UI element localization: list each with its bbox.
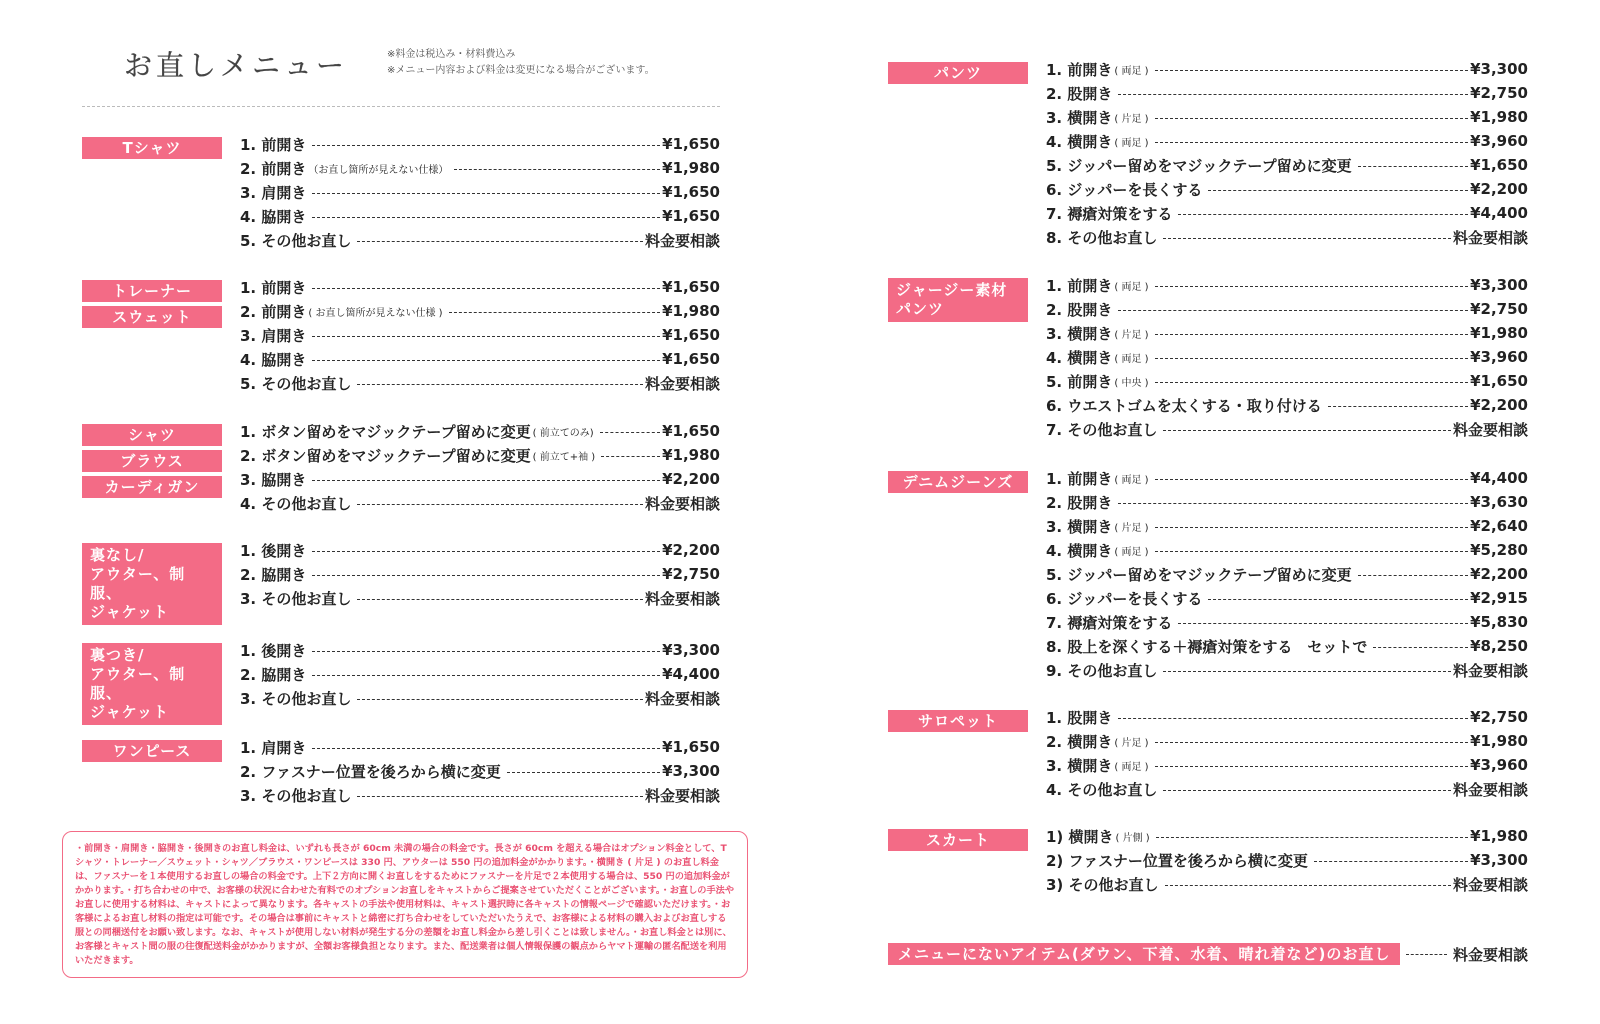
item-label: 2. 横開き — [1046, 732, 1113, 751]
item-label: 3) その他お直し — [1046, 875, 1159, 894]
price-row — [1046, 201, 1528, 225]
item-price: 料金要相談 — [1452, 228, 1528, 247]
item-price: ¥2,915 — [1470, 589, 1528, 607]
item-price: ¥2,200 — [662, 541, 720, 559]
leader-dots — [454, 169, 660, 170]
item-price: 料金要相談 — [1452, 780, 1528, 799]
leader-dots — [1373, 647, 1468, 648]
leader-dots — [1163, 238, 1451, 239]
price-row — [1046, 514, 1528, 538]
leader-dots — [1155, 551, 1469, 552]
leader-dots — [1178, 214, 1468, 215]
item-price: ¥1,650 — [662, 135, 720, 153]
item-price: ¥1,650 — [1470, 156, 1528, 174]
item-price: ¥1,980 — [1470, 732, 1528, 750]
item-label: 3. 肩開き — [240, 326, 307, 345]
item-price: ¥1,650 — [662, 350, 720, 368]
footnote-box: ・前開き・肩開き・脇開き・後開きのお直し料金は、いずれも長さが 60cm 未満の場合の料金です。長さが 60cm を超える場合はオプション料金として、Tシャツ・トレーナー／スウェット・シャツ／ブラウス・ワンピースは 330 円、アウターは 550 円の追加料金がかかります。・横開き ( 片足 ) のお直し料金は、ファスナーを１本使用するお直しの場合の料金です。上下２方向に開くお直しをするためにファスナーを片足で２本使用する場合は、550 円の追加料金がかかります。・打ち合わせの中で、お客様の状況に合わせた有料でのオプションお直しをキャストからご提案させていただくことがございます。・お直しの手法やお直しに使用する材料は、キャストによって異なります。各キャストの手法や使用材料は、キャスト選択時に各キャストの情報ページで確認いただけます。・お客様によるお直し材料の指定は可能です。その場合は事前にキャストと綿密に打ち合わせをしていただいたうえで、お客様による材料の購入およびお直しする服との同梱送付をお願い致します。なお、キャストが使用しない材料が発生する分の差額をお直し料金から差し引くことは致しません。・お直し料金とは別に、お客様とキャスト間の服の往復配送料金がかかりますが、全額お客様負担となります。また、配送業者は個人情報保護の観点からヤマト運輸の匿名配送を利用いただきます。 — [62, 831, 748, 978]
price-row — [240, 275, 720, 299]
other-items-tag: メニューにないアイテム(ダウン、下着、水着、晴れ着など)のお直し — [888, 943, 1400, 965]
item-label: 4. 横開き — [1046, 132, 1113, 151]
item-note: ( 片足 ) — [1114, 522, 1149, 534]
item-label: 1. 前開き — [240, 278, 307, 297]
category-tags — [82, 643, 222, 729]
page-title: お直しメニュー — [124, 49, 349, 82]
price-row — [1046, 225, 1528, 249]
price-row — [1046, 105, 1528, 129]
leader-dots — [601, 456, 660, 457]
category-tag: ワンピース — [82, 740, 222, 762]
item-label: 5. その他お直し — [240, 231, 352, 250]
item-label: 7. その他お直し — [1046, 420, 1158, 439]
price-row — [240, 662, 720, 686]
leader-dots — [312, 217, 660, 218]
item-label: 1. 前開き — [1046, 276, 1113, 295]
other-items-row — [888, 943, 1528, 965]
leader-dots — [1208, 190, 1468, 191]
price-row — [1046, 297, 1528, 321]
item-label: 6. ウエストゴムを太くする・取り付ける — [1046, 396, 1322, 415]
price-row — [1046, 658, 1528, 682]
price-row — [1046, 610, 1528, 634]
item-price: ¥2,750 — [1470, 84, 1528, 102]
item-price: ¥2,750 — [662, 565, 720, 583]
leader-dots — [1163, 671, 1451, 672]
item-note: ( 中央 ) — [1114, 377, 1149, 389]
item-label: 3. 横開き — [1046, 756, 1113, 775]
leader-dots — [1358, 575, 1468, 576]
item-note: ( 片側 ) — [1115, 832, 1150, 844]
category-tags — [82, 543, 222, 629]
item-note: ( 両足 ) — [1114, 546, 1149, 558]
item-price: ¥1,650 — [1470, 372, 1528, 390]
price-row — [240, 180, 720, 204]
item-label: 8. その他お直し — [1046, 228, 1158, 247]
item-price: ¥2,640 — [1470, 517, 1528, 535]
price-list — [1046, 705, 1528, 801]
price-list — [240, 132, 720, 252]
price-row — [240, 371, 720, 395]
leader-dots — [1118, 503, 1468, 504]
item-label: 3. 横開き — [1046, 517, 1113, 536]
item-price: ¥3,960 — [1470, 348, 1528, 366]
item-label: 1. 肩開き — [240, 738, 307, 757]
note-change: ※メニュー内容および料金は変更になる場合がございます。 — [387, 65, 655, 76]
price-row — [240, 156, 720, 180]
category-tag: トレーナー — [82, 280, 222, 302]
price-row — [1046, 634, 1528, 658]
item-price: ¥4,400 — [662, 665, 720, 683]
category-tags — [82, 740, 222, 766]
item-price: ¥2,200 — [1470, 396, 1528, 414]
leader-dots — [507, 772, 660, 773]
leader-dots — [312, 193, 660, 194]
price-row — [1046, 705, 1528, 729]
category-tags — [888, 278, 1028, 326]
item-price: ¥3,960 — [1470, 132, 1528, 150]
leader-dots — [1155, 358, 1469, 359]
leader-dots — [1314, 861, 1468, 862]
item-label: 4. 横開き — [1046, 541, 1113, 560]
other-items-price: 料金要相談 — [1452, 945, 1528, 964]
category-tag: シャツ — [82, 424, 222, 446]
item-label: 9. その他お直し — [1046, 661, 1158, 680]
price-row — [1046, 586, 1528, 610]
price-row — [240, 467, 720, 491]
item-price: ¥2,750 — [1470, 708, 1528, 726]
item-label: 4. 脇開き — [240, 207, 307, 226]
item-note: ( 片足 ) — [1114, 113, 1149, 125]
item-label: 1. ボタン留めをマジックテープ留めに変更 — [240, 422, 531, 441]
category-tags — [82, 137, 222, 163]
item-price: 料金要相談 — [644, 786, 720, 805]
item-label: 5. 前開き — [1046, 372, 1113, 391]
category-tag: ジャージー素材 パンツ — [888, 278, 1028, 322]
price-row — [1046, 81, 1528, 105]
leader-dots — [312, 336, 660, 337]
item-label: 1. 後開き — [240, 641, 307, 660]
item-label: 3. 横開き — [1046, 108, 1113, 127]
item-label: 7. 褥瘡対策をする — [1046, 613, 1173, 632]
leader-dots — [357, 599, 643, 600]
item-label: 2. ボタン留めをマジックテープ留めに変更 — [240, 446, 531, 465]
leader-dots — [1163, 430, 1451, 431]
price-row — [1046, 824, 1528, 848]
item-label: 1. 股開き — [1046, 708, 1113, 727]
item-price: ¥3,300 — [1470, 851, 1528, 869]
category-tag: 裏つき/ アウター、制服、 ジャケット — [82, 643, 222, 725]
item-label: 3. 横開き — [1046, 324, 1113, 343]
price-row — [240, 132, 720, 156]
item-note: ( 両足 ) — [1114, 761, 1149, 773]
category-tag: Tシャツ — [82, 137, 222, 159]
item-price: ¥1,980 — [662, 302, 720, 320]
item-note: ( 前立て+袖 ) — [532, 451, 596, 463]
item-price: 料金要相談 — [644, 689, 720, 708]
item-price: 料金要相談 — [644, 374, 720, 393]
item-price: ¥3,630 — [1470, 493, 1528, 511]
leader-dots — [1328, 406, 1468, 407]
item-price: ¥2,750 — [1470, 300, 1528, 318]
leader-dots — [312, 288, 660, 289]
category-tags — [888, 829, 1028, 855]
leader-dots — [312, 145, 660, 146]
item-label: 3. その他お直し — [240, 689, 352, 708]
price-row — [1046, 321, 1528, 345]
price-list — [240, 538, 720, 610]
category-tag: パンツ — [888, 62, 1028, 84]
item-label: 3. 脇開き — [240, 470, 307, 489]
item-note: ( 片足 ) — [1114, 329, 1149, 341]
leader-dots — [312, 575, 660, 576]
price-row — [240, 735, 720, 759]
category-tag: 裏なし/ アウター、制服、 ジャケット — [82, 543, 222, 625]
item-price: ¥2,200 — [1470, 565, 1528, 583]
price-row — [240, 228, 720, 252]
category-tags — [888, 471, 1028, 497]
price-list — [240, 419, 720, 515]
price-row — [1046, 466, 1528, 490]
category-tag: ブラウス — [82, 450, 222, 472]
item-label: 4. 横開き — [1046, 348, 1113, 367]
price-row — [1046, 273, 1528, 297]
item-label: 1) 横開き — [1046, 827, 1114, 846]
leader-dots — [312, 480, 660, 481]
item-label: 3. 肩開き — [240, 183, 307, 202]
item-label: 1. 前開き — [1046, 60, 1113, 79]
item-price: ¥1,980 — [662, 446, 720, 464]
item-note: （お直し箇所が見えない仕様） — [308, 164, 449, 176]
price-row — [1046, 177, 1528, 201]
leader-dots — [1155, 118, 1469, 119]
price-row — [1046, 562, 1528, 586]
item-label: 2. 股開き — [1046, 300, 1113, 319]
price-row — [240, 299, 720, 323]
price-row — [240, 538, 720, 562]
price-list — [240, 638, 720, 710]
leader-dots — [449, 312, 661, 313]
leader-dots — [1118, 94, 1468, 95]
leader-dots — [312, 748, 660, 749]
price-row — [1046, 848, 1528, 872]
item-note: ( 前立てのみ) — [532, 427, 594, 439]
divider — [82, 106, 720, 107]
item-label: 4. その他お直し — [240, 494, 352, 513]
category-tag: デニムジーンズ — [888, 471, 1028, 493]
price-list — [1046, 466, 1528, 682]
leader-dots — [312, 360, 660, 361]
item-price: ¥3,300 — [662, 641, 720, 659]
item-price: ¥4,400 — [1470, 204, 1528, 222]
leader-dots — [1358, 166, 1468, 167]
item-price: 料金要相談 — [644, 231, 720, 250]
leader-dots — [312, 651, 660, 652]
item-label: 5. その他お直し — [240, 374, 352, 393]
item-price: ¥3,960 — [1470, 756, 1528, 774]
leader-dots — [1155, 70, 1469, 71]
leader-dots — [1155, 742, 1469, 743]
item-price: 料金要相談 — [644, 589, 720, 608]
item-label: 5. ジッパー留めをマジックテープ留めに変更 — [1046, 156, 1352, 175]
price-row — [240, 323, 720, 347]
leader-dots — [1118, 718, 1468, 719]
price-notes — [387, 47, 655, 79]
price-row — [1046, 753, 1528, 777]
price-row — [240, 686, 720, 710]
price-row — [240, 562, 720, 586]
item-note: ( お直し箇所が見えない仕様 ) — [308, 307, 443, 319]
item-price: ¥1,650 — [662, 207, 720, 225]
leader-dots — [357, 384, 643, 385]
leader-dots — [1178, 623, 1468, 624]
leader-dots — [1163, 790, 1451, 791]
leader-dots — [357, 504, 643, 505]
item-label: 2. 前開き — [240, 159, 307, 178]
category-tag: カーディガン — [82, 476, 222, 498]
leader-dots — [312, 551, 660, 552]
item-label: 2. 股開き — [1046, 493, 1113, 512]
item-price: ¥1,650 — [662, 738, 720, 756]
item-label: 2. ファスナー位置を後ろから横に変更 — [240, 762, 501, 781]
price-row — [240, 638, 720, 662]
price-list — [1046, 273, 1528, 441]
item-label: 2. 前開き — [240, 302, 307, 321]
price-row — [240, 204, 720, 228]
leader-dots — [1208, 599, 1468, 600]
leader-dots — [1155, 766, 1469, 767]
leader-dots — [1118, 310, 1468, 311]
price-list — [1046, 57, 1528, 249]
leader-dots — [312, 675, 660, 676]
price-row — [240, 759, 720, 783]
item-price: ¥1,650 — [662, 183, 720, 201]
leader-dots — [1155, 286, 1469, 287]
item-label: 2. 股開き — [1046, 84, 1113, 103]
item-note: ( 両足 ) — [1114, 353, 1149, 365]
item-price: 料金要相談 — [1452, 661, 1528, 680]
price-row — [1046, 872, 1528, 896]
leader-dots — [1155, 382, 1469, 383]
item-price: ¥1,980 — [662, 159, 720, 177]
price-list — [240, 275, 720, 395]
category-tag: スカート — [888, 829, 1028, 851]
item-price: 料金要相談 — [644, 494, 720, 513]
item-label: 3. その他お直し — [240, 786, 352, 805]
leader-dots — [1406, 954, 1447, 955]
item-label: 6. ジッパーを長くする — [1046, 589, 1203, 608]
item-label: 1. 後開き — [240, 541, 307, 560]
leader-dots — [1155, 334, 1469, 335]
item-label: 6. ジッパーを長くする — [1046, 180, 1203, 199]
item-note: ( 両足 ) — [1114, 474, 1149, 486]
price-list — [1046, 824, 1528, 896]
price-row — [1046, 490, 1528, 514]
item-price: 料金要相談 — [1452, 420, 1528, 439]
item-label: 5. ジッパー留めをマジックテープ留めに変更 — [1046, 565, 1352, 584]
item-price: ¥5,830 — [1470, 613, 1528, 631]
item-price: ¥1,650 — [662, 278, 720, 296]
item-label: 2. 脇開き — [240, 665, 307, 684]
leader-dots — [1155, 527, 1469, 528]
category-tag: スウェット — [82, 306, 222, 328]
item-price: ¥1,650 — [662, 422, 720, 440]
item-label: 7. 褥瘡対策をする — [1046, 204, 1173, 223]
price-row — [1046, 57, 1528, 81]
item-price: ¥2,200 — [662, 470, 720, 488]
leader-dots — [1156, 837, 1468, 838]
leader-dots — [600, 432, 661, 433]
item-price: 料金要相談 — [1452, 875, 1528, 894]
leader-dots — [1165, 885, 1451, 886]
item-note: ( 片足 ) — [1114, 737, 1149, 749]
price-row — [1046, 538, 1528, 562]
item-label: 3. その他お直し — [240, 589, 352, 608]
price-row — [240, 347, 720, 371]
price-row — [240, 783, 720, 807]
item-price: ¥1,980 — [1470, 108, 1528, 126]
leader-dots — [357, 796, 643, 797]
price-row — [1046, 129, 1528, 153]
item-label: 2. 脇開き — [240, 565, 307, 584]
item-label: 4. その他お直し — [1046, 780, 1158, 799]
item-price: ¥2,200 — [1470, 180, 1528, 198]
price-row — [1046, 777, 1528, 801]
item-note: ( 両足 ) — [1114, 65, 1149, 77]
leader-dots — [357, 699, 643, 700]
item-price: ¥5,280 — [1470, 541, 1528, 559]
note-tax: ※料金は税込み・材料費込み — [387, 49, 516, 60]
leader-dots — [1155, 142, 1469, 143]
price-list — [240, 735, 720, 807]
item-price: ¥1,980 — [1470, 827, 1528, 845]
price-row — [240, 491, 720, 515]
item-price: ¥1,980 — [1470, 324, 1528, 342]
category-tags — [82, 424, 222, 502]
category-tags — [82, 280, 222, 332]
category-tags — [888, 62, 1028, 88]
item-price: ¥4,400 — [1470, 469, 1528, 487]
item-price: ¥3,300 — [1470, 60, 1528, 78]
price-row — [1046, 345, 1528, 369]
item-label: 8. 股上を深くする＋褥瘡対策をする セットで — [1046, 637, 1368, 656]
item-price: ¥3,300 — [1470, 276, 1528, 294]
item-label: 1. 前開き — [240, 135, 307, 154]
item-label: 1. 前開き — [1046, 469, 1113, 488]
price-row — [1046, 729, 1528, 753]
category-tags — [888, 710, 1028, 736]
item-label: 2) ファスナー位置を後ろから横に変更 — [1046, 851, 1308, 870]
price-row — [1046, 417, 1528, 441]
item-note: ( 両足 ) — [1114, 281, 1149, 293]
price-row — [240, 443, 720, 467]
item-price: ¥8,250 — [1470, 637, 1528, 655]
price-row — [240, 419, 720, 443]
item-note: ( 両足 ) — [1114, 137, 1149, 149]
price-row — [1046, 393, 1528, 417]
item-price: ¥1,650 — [662, 326, 720, 344]
price-row — [1046, 153, 1528, 177]
leader-dots — [1155, 479, 1469, 480]
leader-dots — [357, 241, 643, 242]
price-row — [1046, 369, 1528, 393]
item-label: 4. 脇開き — [240, 350, 307, 369]
item-price: ¥3,300 — [662, 762, 720, 780]
price-row — [240, 586, 720, 610]
category-tag: サロペット — [888, 710, 1028, 732]
